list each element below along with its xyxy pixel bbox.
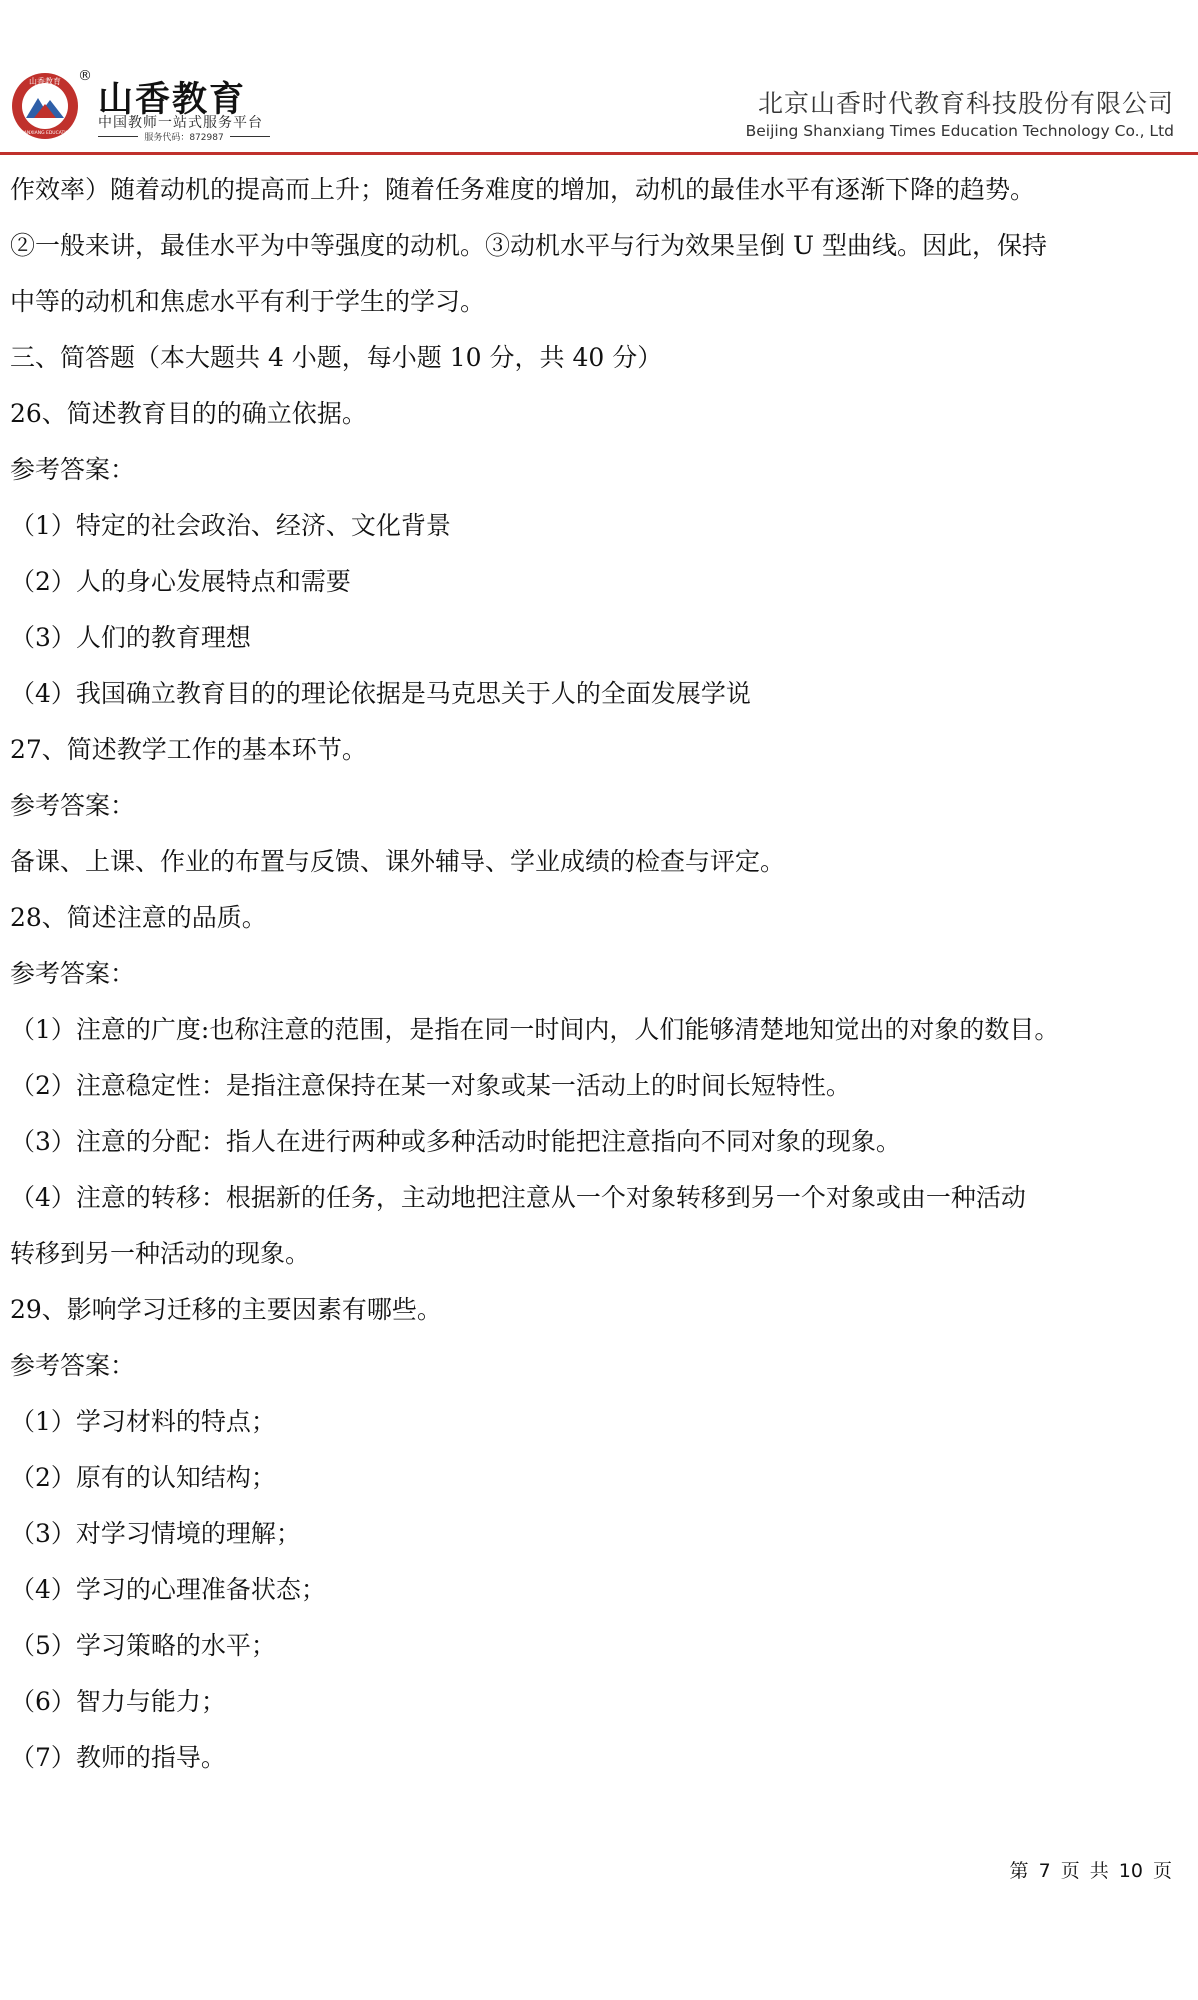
answer-item: 备课、上课、作业的布置与反馈、课外辅导、学业成绩的检查与评定。 [10,847,786,876]
answer-label: 参考答案： [10,1351,136,1380]
answer-item: （4）注意的转移：根据新的任务，主动地把注意从一个对象转移到另一个对象或由一种活动 [10,1183,1026,1212]
svg-text:SHANXIANG EDUCATION: SHANXIANG EDUCATION [17,131,73,136]
text-line: 作效率）随着动机的提高而上升；随着任务难度的增加，动机的最佳水平有逐渐下降的趋势。 [10,175,1036,204]
answer-item: （4）我国确立教育目的的理论依据是马克思关于人的全面发展学说 [10,679,751,708]
divider [230,136,270,137]
text-line: ②一般来讲，最佳水平为中等强度的动机。③动机水平与行为效果呈倒 U 型曲线。因此，保持 [10,231,1047,260]
service-code [98,130,270,143]
question-27: 27、简述教学工作的基本环节。 [10,735,367,764]
answer-label: 参考答案： [10,791,136,820]
service-code-text: 服务代码：872987 [144,133,224,143]
brand-slogan: 中国教师一站式服务平台 [98,115,263,131]
answer-item: （3）注意的分配：指人在进行两种或多种活动时能把注意指向不同对象的现象。 [10,1127,901,1156]
shanxiang-logo-icon [10,70,110,142]
answer-item: （3）对学习情境的理解； [10,1519,301,1548]
page-header [0,0,1198,160]
answer-item-continued: 转移到另一种活动的现象。 [10,1239,311,1268]
answer-item: （7）教师的指导。 [10,1743,226,1772]
answer-item: （5）学习策略的水平； [10,1631,276,1660]
answer-item: （1）学习材料的特点； [10,1407,276,1436]
answer-item: （2）原有的认知结构； [10,1463,276,1492]
page-number: 第 7 页 共 10 页 [1009,1860,1172,1882]
svg-text:山香教育: 山香教育 [29,77,61,86]
question-28: 28、简述注意的品质。 [10,903,267,932]
answer-item: （2）人的身心发展特点和需要 [10,567,351,596]
company-name-en: Beijing Shanxiang Times Education Technology Co., Ltd [745,122,1174,140]
divider [98,136,138,137]
question-26: 26、简述教育目的的确立依据。 [10,399,367,428]
section-heading: 三、简答题（本大题共 4 小题，每小题 10 分，共 40 分） [10,343,663,372]
answer-item: （2）注意稳定性：是指注意保持在某一对象或某一活动上的时间长短特性。 [10,1071,851,1100]
answer-item: （3）人们的教育理想 [10,623,251,652]
answer-item: （6）智力与能力； [10,1687,226,1716]
brand-name: 山香教育 [98,80,247,120]
document-body [10,162,1180,1786]
question-29: 29、影响学习迁移的主要因素有哪些。 [10,1295,442,1324]
answer-label: 参考答案： [10,959,136,988]
answer-item: （1）特定的社会政治、经济、文化背景 [10,511,451,540]
company-name-cn: 北京山香时代教育科技股份有限公司 [757,89,1174,118]
registered-mark: ® [78,68,92,84]
answer-item: （1）注意的广度:也称注意的范围，是指在同一时间内，人们能够清楚地知觉出的对象的数目。 [10,1015,1060,1044]
answer-item: （4）学习的心理准备状态； [10,1575,326,1604]
text-line: 中等的动机和焦虑水平有利于学生的学习。 [10,287,486,316]
answer-label: 参考答案： [10,455,136,484]
header-divider [0,152,1198,155]
